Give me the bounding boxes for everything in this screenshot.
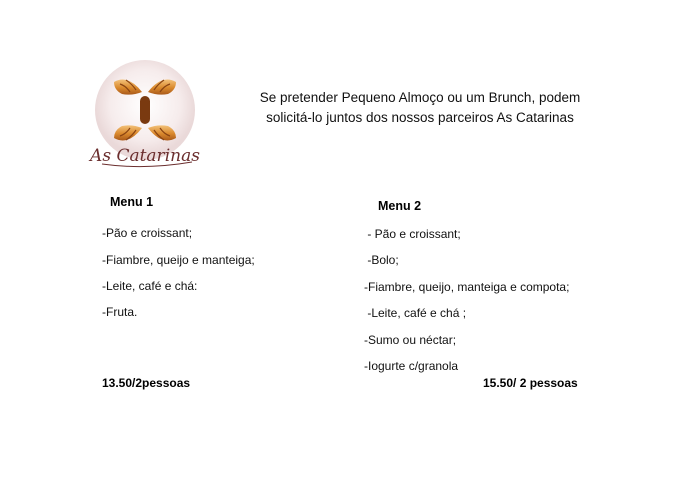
menu-2-item: -Sumo ou néctar; xyxy=(364,333,457,347)
menu-2-title: Menu 2 xyxy=(378,199,422,213)
logo-text: As Catarinas xyxy=(90,146,200,166)
menu-2-price: 15.50/ 2 pessoas xyxy=(483,376,578,390)
intro-line-2: solicitá-lo juntos dos nossos parceiros As Catarinas xyxy=(266,110,574,125)
menu-2-item: -Bolo; xyxy=(364,253,399,267)
menu-1-item: -Fiambre, queijo e manteiga; xyxy=(102,253,255,267)
menu-1-item: -Leite, café e chá: xyxy=(102,279,198,293)
intro-text xyxy=(230,88,610,128)
menu-1-item: -Fruta. xyxy=(102,305,138,319)
menu-2-item: -Iogurte c/granola xyxy=(364,359,459,373)
menu-1-item: -Pão e croissant; xyxy=(102,226,193,240)
menu-2-item: -Leite, café e chá ; xyxy=(364,306,467,320)
croissant-logo-icon xyxy=(82,58,217,173)
as-catarinas-logo xyxy=(82,58,217,173)
menu-1-price: 13.50/2pessoas xyxy=(102,376,191,390)
menu-2-item: - Pão e croissant; xyxy=(364,227,461,241)
intro-line-1: Se pretender Pequeno Almoço ou um Brunch, podem xyxy=(259,90,581,105)
menu-1-title: Menu 1 xyxy=(110,195,154,209)
menu-2-item: -Fiambre, queijo, manteiga e compota; xyxy=(364,280,570,294)
